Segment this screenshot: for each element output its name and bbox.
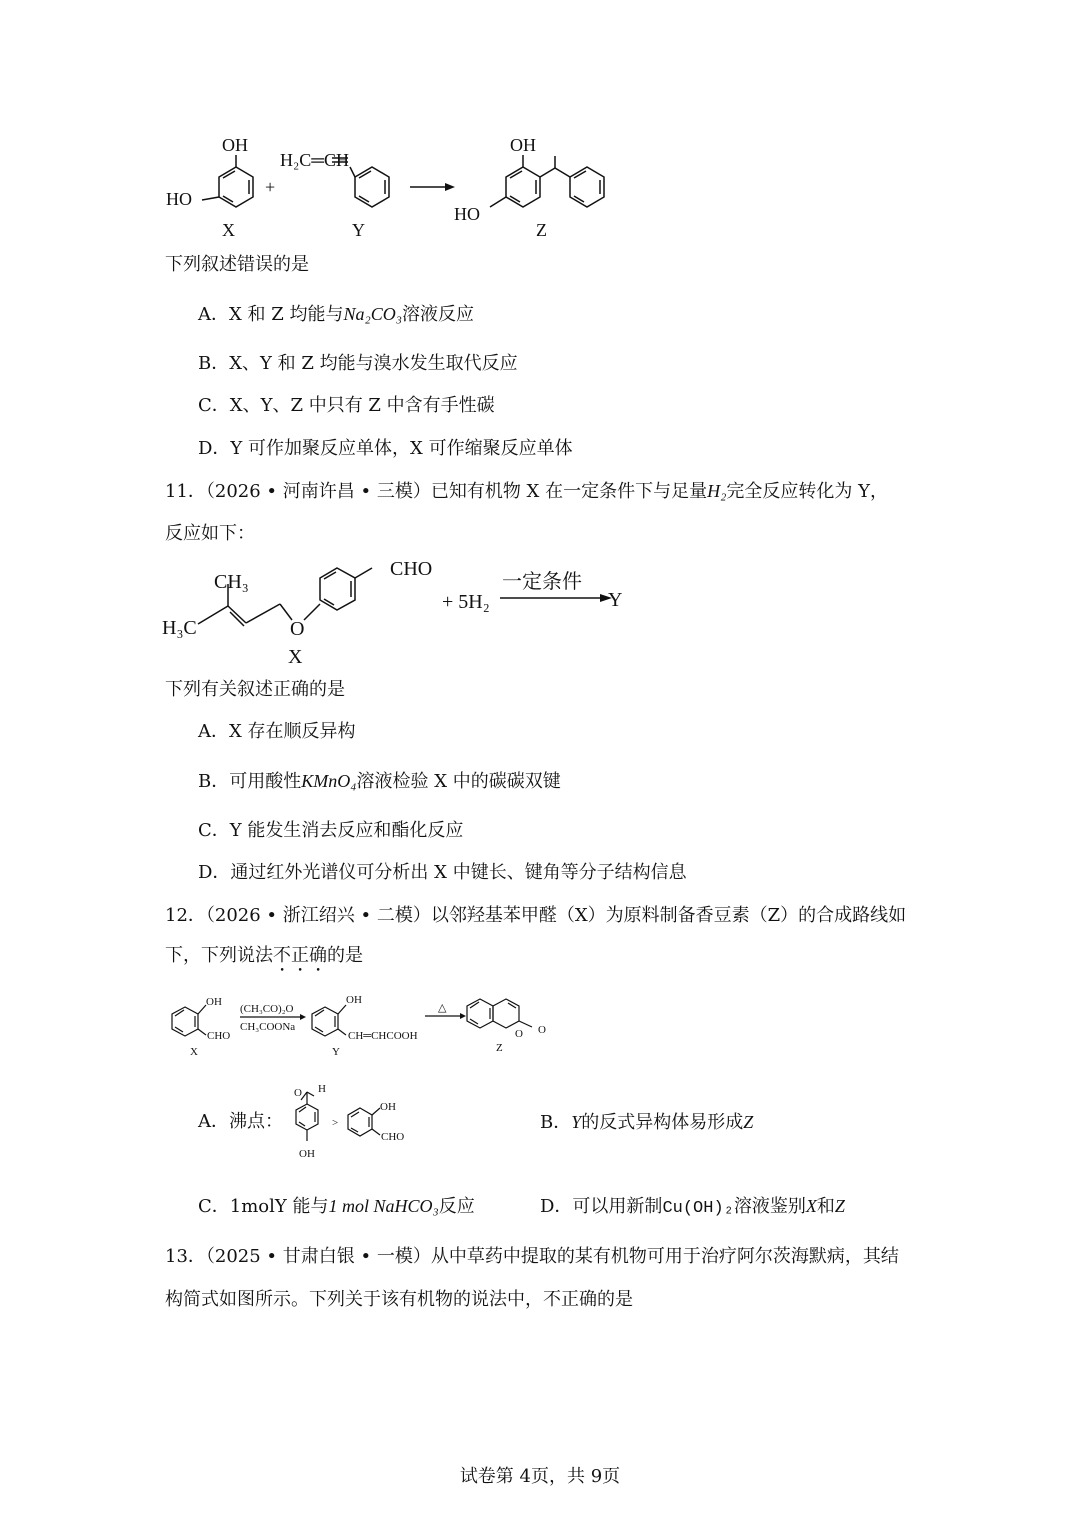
x-oh: OH: [222, 135, 248, 155]
product-y: Y: [608, 589, 623, 611]
plus-5h2: + 5H₂: [442, 591, 490, 613]
q11-stem: 11．（2026 • 河南许昌 • 三模）已知有机物 X 在一定条件下与足量H₂完全反应转化为 Y，: [165, 481, 888, 502]
q11-reaction-scheme: [150, 548, 650, 673]
q10-option-c: C．X、Y、Z 中只有 Z 中含有手性碳: [198, 395, 495, 416]
h3c-group: H₃C: [162, 617, 197, 639]
y-label: Y: [332, 1046, 340, 1058]
y-chain: CH═CHCOOH: [348, 1030, 418, 1042]
q12-stem-2: 下，下列说法不正确的是: [165, 945, 363, 966]
carbonyl-o: O: [538, 1024, 546, 1036]
page-footer: 试卷第 4页，共 9页: [459, 1466, 621, 1487]
ortho-cho: CHO: [381, 1131, 405, 1143]
q11-option-c: C．Y 能发生消去反应和酯化反应: [198, 820, 464, 841]
y-label: Y: [352, 220, 365, 240]
q12-option-c: C．1molY 能与1 mol NaHCO₃反应: [198, 1196, 475, 1217]
q11-option-b: B．可用酸性KMnO₄溶液检验 X 中的碳碳双键: [198, 771, 561, 792]
ch3-group: CH₃: [214, 571, 249, 593]
heat-symbol: △: [438, 1002, 447, 1014]
aldehyde-h: H: [318, 1083, 326, 1095]
ether-o: O: [290, 618, 305, 640]
q11-option-d: D．通过红外光谱仪可分析出 X 中键长、键角等分子结构信息: [198, 862, 687, 883]
top-reaction-scheme: [150, 130, 650, 245]
q12-option-b: B．Y的反式异构体易形成Z: [540, 1112, 754, 1133]
y-vinyl: H₂C═CH: [280, 150, 350, 170]
z-oh: OH: [510, 135, 536, 155]
ring-o: O: [515, 1028, 523, 1040]
q13-stem-2: 构简式如图所示。下列关于该有机物的说法中，不正确的是: [165, 1289, 633, 1310]
q11-question: 下列有关叙述正确的是: [165, 679, 345, 700]
para-oh: OH: [299, 1148, 315, 1160]
q12-option-a: A．沸点：: [198, 1111, 283, 1132]
q10-option-b: B．X、Y 和 Z 均能与溴水发生取代反应: [198, 353, 518, 374]
cho-group: CHO: [390, 558, 433, 580]
q11-stem-2: 反应如下：: [165, 523, 255, 544]
reagent-anhydride: (CH₃CO)₂O: [240, 1003, 294, 1015]
x-ho: HO: [166, 189, 192, 209]
x-label: X: [222, 220, 235, 240]
x-label: X: [288, 646, 303, 668]
plus-sign: +: [265, 177, 276, 197]
q12-option-a-structures: [280, 1078, 430, 1166]
x-oh: OH: [206, 996, 222, 1008]
reaction-condition: 一定条件: [502, 571, 582, 593]
z-label: Z: [536, 220, 547, 240]
q12-option-d: D．可以用新制Cu(OH)₂溶液鉴别X和Z: [540, 1196, 845, 1218]
z-ho: HO: [454, 204, 480, 224]
q12-synthesis-scheme: [160, 985, 580, 1060]
q13-stem: 13．（2025 • 甘肃白银 • 一模）从中草药中提取的某有机物可用于治疗阿尔茨海默病，其结: [165, 1246, 899, 1267]
x-cho: CHO: [207, 1030, 231, 1042]
reagent-acetate: CH₃COONa: [240, 1021, 296, 1033]
y-oh: OH: [346, 994, 362, 1006]
q10-option-d: D．Y 可作加聚反应单体，X 可作缩聚反应单体: [198, 438, 573, 459]
q10-stem: 下列叙述错误的是: [165, 254, 309, 275]
q12-stem: 12．（2026 • 浙江绍兴 • 二模）以邻羟基苯甲醛（X）为原料制备香豆素（Z）的合成路线如: [165, 905, 907, 926]
q10-option-a: A．X 和 Z 均能与Na₂CO₃溶液反应: [198, 304, 475, 325]
ortho-oh: OH: [380, 1101, 396, 1113]
greater-than: >: [332, 1117, 339, 1129]
aldehyde-o: O: [294, 1087, 302, 1099]
x-label: X: [190, 1046, 198, 1058]
q11-option-a: A．X 存在顺反异构: [198, 721, 356, 742]
z-label: Z: [496, 1042, 503, 1054]
